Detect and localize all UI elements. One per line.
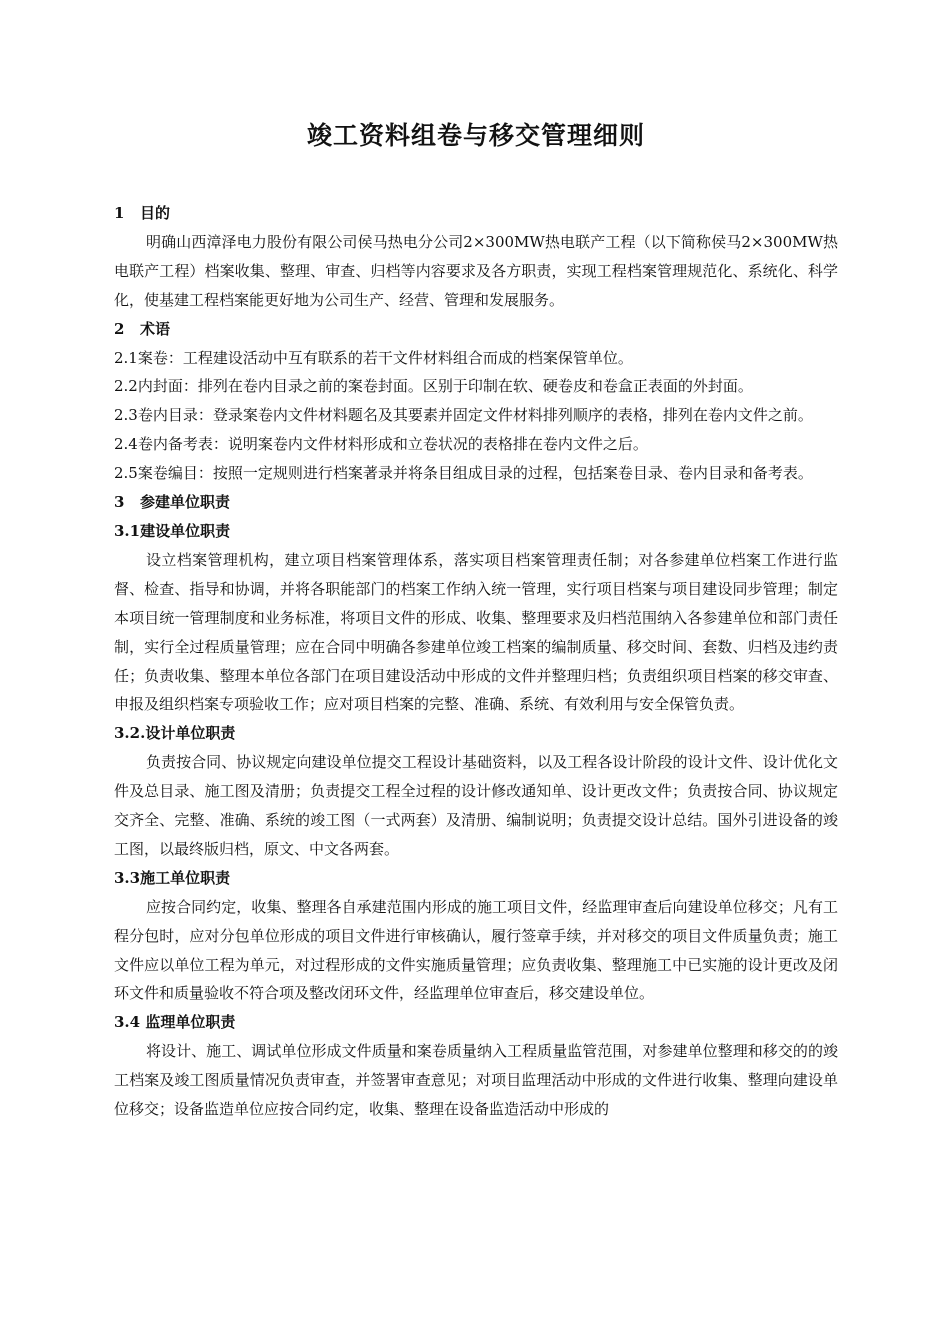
subsection-heading-3-1: 3.1建设单位职责: [114, 521, 231, 540]
section-number: 1: [114, 204, 125, 222]
document-title: 竣工资料组卷与移交管理细则: [306, 121, 645, 150]
section-title: 参建单位职责: [140, 493, 231, 512]
section-number: 2: [114, 319, 125, 338]
paragraph-purpose: 明确山西漳泽电力股份有限公司侯马热电分公司2×300MW热电联产工程（以下简称侯马2×300MW热电联产工程）档案收集、整理、审查、归档等内容要求及各方职责，实现工程档案管理规范化、系统化、科学化，使基建工程档案能更好地为公司生产、经营、管理和发展服务。: [114, 232, 838, 309]
subsection-heading-3-2: 3.2.设计单位职责: [114, 724, 236, 743]
paragraph-supervision-duties: 将设计、施工、调试单位形成文件质量和案卷质量纳入工程质量监管范围，对参建单位整理和移交的的竣工档案及竣工图质量情况负责审查，并签署审查意见；对项目监理活动中形成的文件进行收集、整理向建设单位移交；设备监造单位应按合同约定，收集、整理在设备监造活动中形成的: [114, 1042, 838, 1119]
section-heading-1: [114, 199, 838, 228]
section-heading-3: [114, 488, 838, 517]
term-item: 2.3卷内目录：登录案卷内文件材料题名及其要素并固定文件材料排列顺序的表格，排列在卷内文件之前。: [114, 406, 813, 425]
section-title: 目的: [140, 204, 171, 222]
paragraph-owner-duties: 设立档案管理机构，建立项目档案管理体系，落实项目档案管理责任制；对各参建单位档案工作进行监督、检查、指导和协调，并将各职能部门的档案工作纳入统一管理，实行项目档案与项目建设同步管理；制定本项目统一管理制度和业务标准，将项目文件的形成、收集、整理要求及归档范围纳入各参建单位和部门责任制，实行全过程质量管理；应在合同中明确各参建单位竣工档案的编制质量、移交时间、套数、归档及违约责任；负责收集、整理本单位各部门在项目建设活动中形成的文件并整理归档；负责组织项目档案的移交审查、申报及组织档案专项验收工作；应对项目档案的完整、准确、系统、有效利用与安全保管负责。: [114, 550, 838, 714]
subsection-heading-3-4: 3.4 监理单位职责: [114, 1013, 236, 1032]
document-body: [114, 199, 838, 1124]
section-number: 3: [114, 493, 125, 512]
paragraph-construction-duties: 应按合同约定，收集、整理各自承建范围内形成的施工项目文件，经监理审查后向建设单位移交；凡有工程分包时，应对分包单位形成的项目文件进行审核确认，履行签章手续，并对移交的项目文件质量负责；施工文件应以单位工程为单元，对过程形成的文件实施质量管理；应负责收集、整理施工中已实施的设计更改及闭环文件和质量验收不符合项及整改闭环文件，经监理单位审查后，移交建设单位。: [114, 897, 838, 1003]
section-heading-2: [114, 315, 838, 344]
section-title: 术语: [140, 319, 171, 338]
subsection-heading-3-3: 3.3施工单位职责: [114, 868, 231, 887]
term-item: 2.2内封面：排列在卷内目录之前的案卷封面。区别于印制在软、硬卷皮和卷盒正表面的外封面。: [114, 377, 753, 396]
term-item: 2.1案卷：工程建设活动中互有联系的若干文件材料组合而成的档案保管单位。: [114, 348, 633, 367]
term-item: 2.5案卷编目：按照一定规则进行档案著录并将条目组成目录的过程，包括案卷目录、卷内目录和备考表。: [114, 464, 813, 483]
paragraph-design-duties: 负责按合同、协议规定向建设单位提交工程设计基础资料，以及工程各设计阶段的设计文件、设计优化文件及总目录、施工图及清册；负责提交工程全过程的设计修改通知单、设计更改文件；负责按合同、协议规定交齐全、完整、准确、系统的竣工图（一式两套）及清册、编制说明；负责提交设计总结。国外引进设备的竣工图，以最终版归档，原文、中文各两套。: [114, 753, 838, 858]
term-item: 2.4卷内备考表：说明案卷内文件材料形成和立卷状况的表格排在卷内文件之后。: [114, 435, 648, 454]
